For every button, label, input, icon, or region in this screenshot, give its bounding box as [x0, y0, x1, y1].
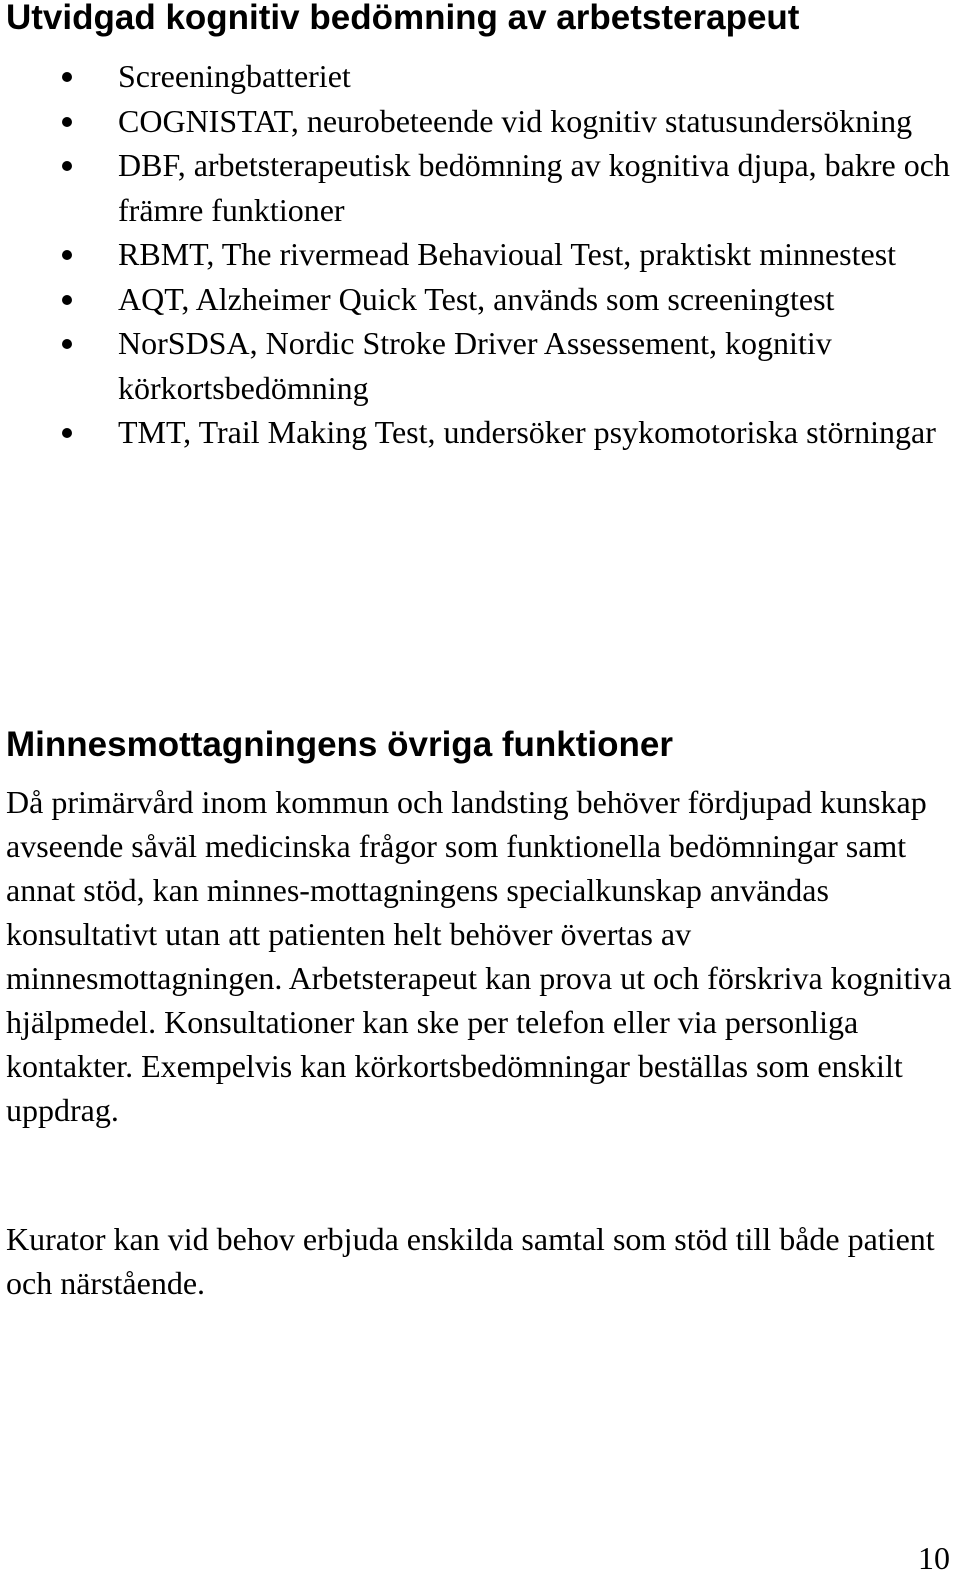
- list-item-text: AQT, Alzheimer Quick Test, används som screeningtest: [118, 280, 835, 317]
- bullet-icon: [62, 117, 72, 127]
- list-item-text: TMT, Trail Making Test, undersöker psykomotoriska störningar: [118, 414, 936, 450]
- body-paragraph-functions: Då primärvård inom kommun och landsting behöver fördjupad kunskap avseende såväl medicinska frågor som funktionella bedömningar samt annat stöd, kan minnes-mottagningens specialkunskap användas konsultativt utan att patienten helt behöver övertas av minnesmottagningen. Arbetsterapeut kan prova ut och förskriva kognitiva hjälpmedel. Konsultationer kan ske per telefon eller via personliga kontakter. Exempelvis kan körkortsbedömningar beställas som enskilt uppdrag.: [6, 784, 952, 1128]
- list-item: [0, 232, 960, 277]
- list-item-text: COGNISTAT, neurobeteende vid kognitiv statusundersökning: [118, 102, 913, 139]
- bullet-icon: [62, 72, 72, 82]
- subsection-heading: Minnesmottagningens övriga funktioner: [6, 725, 673, 764]
- list-item: [0, 99, 960, 144]
- list-item-text: DBF, arbetsterapeutisk bedömning av kognitiva djupa, bakre och främre funktioner: [118, 147, 950, 228]
- list-item-text: Screeningbatteriet: [118, 58, 351, 94]
- page-number: 10: [918, 1540, 950, 1576]
- list-item: [0, 410, 960, 455]
- bullet-icon: [62, 428, 72, 438]
- bullet-icon: [62, 250, 72, 260]
- list-item-text: NorSDSA, Nordic Stroke Driver Assessement, kognitiv körkortsbedömning: [118, 325, 832, 406]
- list-item: [0, 277, 960, 322]
- section-heading: Utvidgad kognitiv bedömning av arbetsterapeut: [6, 0, 800, 37]
- list-item: [0, 321, 960, 410]
- body-paragraph-counselor: Kurator kan vid behov erbjuda enskilda samtal som stöd till både patient och närstående.: [6, 1221, 935, 1301]
- assessment-list: [0, 54, 960, 455]
- list-item: [0, 143, 960, 232]
- list-item: [0, 54, 960, 99]
- bullet-icon: [62, 339, 72, 349]
- list-item-text: RBMT, The rivermead Behavioual Test, praktiskt minnestest: [118, 236, 897, 272]
- bullet-icon: [62, 295, 72, 305]
- bullet-icon: [62, 161, 72, 171]
